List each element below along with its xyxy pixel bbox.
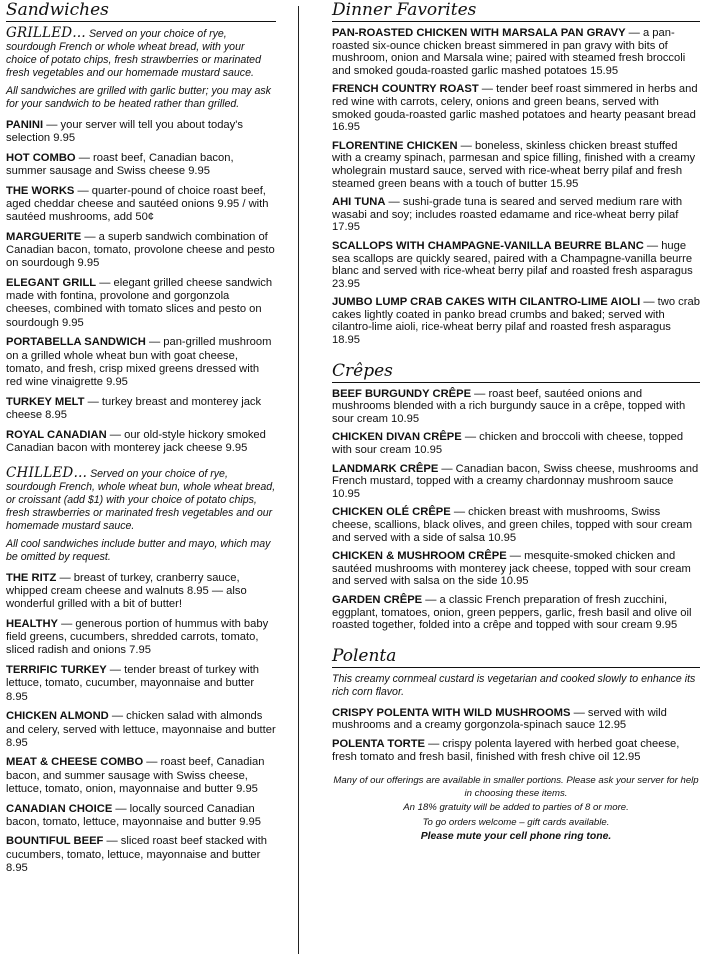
menu-item: THE WORKS — quarter-pound of choice roast beef, aged cheddar cheese and sautéed onions 9.95 / with sautéed mushrooms, add 50¢ [6,184,269,224]
menu-item: ROYAL CANADIAN — our old-style hickory smoked Canadian bacon with monterey jack cheese 9.95 [6,428,266,454]
menu-item: HEALTHY — generous portion of hummus with baby field greens, cucumbers, shredded carrots, tomato, sliced radish and onions 7.95 [6,618,269,657]
menu-item: ELEGANT GRILL — elegant grilled cheese sandwich made with fontina, provolone and gorgonzola cheeses, combined with tomato slices and pesto on sourdough 9.95 [6,277,273,329]
polenta-intro: This creamy cornmeal custard is vegetarian and cooked slowly to enhance its rich corn flavor. [332,672,696,698]
menu-footer [332,775,700,844]
menu-item: CRISPY POLENTA WITH WILD MUSHROOMS — served with wild mushrooms and a creamy gorgonzola-spinach sauce 12.95 [332,706,667,732]
menu-item: TERRIFIC TURKEY — tender breast of turkey with lettuce, tomato, cucumber, mayonnaise and butter 8.95 [6,664,260,703]
menu-item: CANADIAN CHOICE — locally sourced Canadian bacon, tomato, lettuce, mayonnaise and butter 9.95 [6,802,261,828]
grilled-note: All sandwiches are grilled with garlic butter; you may ask for your sandwich to be heated rather than grilled. [6,85,271,110]
menu-item: BOUNTIFUL BEEF — sliced roast beef stacked with cucumbers, tomato, lettuce, mayonnaise and butter 8.95 [6,835,267,874]
menu-item: MEAT & CHEESE COMBO — roast beef, Canadian bacon, and summer sausage with Swiss cheese, lettuce, tomato, onion, mayonnaise and butter 9.95 [6,756,265,795]
menu-item: PANINI — your server will tell you about today's selection 9.95 [6,119,243,145]
grilled-lead: GRILLED… [6,25,86,41]
footer-gratuity-note: An 18% gratuity will be added to parties of 8 or more. [403,802,629,814]
grilled-list [6,119,276,455]
polenta-heading: Polenta [332,646,700,668]
chilled-lead: CHILLED… [6,464,88,481]
right-column [332,0,700,846]
menu-item: SCALLOPS WITH CHAMPAGNE-VANILLA BEURRE BLANC — huge sea scallops are quickly seared, paired with a Champagne-vanilla beurre blanc and served with rice-wheat berry pilaf and roasted fresh asparagus 23.95 [332,239,693,290]
polenta-list [332,707,700,763]
menu-item: CHICKEN ALMOND — chicken salad with almonds and celery, served with lettuce, mayonnaise and butter 8.95 [6,710,276,749]
chilled-intro: CHILLED… Served on your choice of rye, sourdough French, whole wheat bun, whole wheat bread, or croissant (add $1) with your choice of potato chips, fresh strawberries or marinated fresh vegetables and our homemade mustard sauce. [6,464,276,532]
footer-phone-note: Please mute your cell phone ring tone. [420,831,612,843]
menu-item: GARDEN CRÊPE — a classic French preparation of fresh zucchini, eggplant, tomatoes, onion, green peppers, garlic, fresh basil and olive oil roasted together, folded into a crêpe and topped with sour cream 9.95 [332,593,692,632]
menu-item: POLENTA TORTE — crispy polenta layered with herbed goat cheese, fresh tomato and fresh basil, finished with fresh chive oil 12.95 [332,737,680,763]
column-divider [298,6,299,954]
menu-item: BEEF BURGUNDY CRÊPE — roast beef, sautéed onions and mushrooms blended with a rich burgundy sauce in a crêpe, topped with sour cream 10.95 [332,387,686,425]
sandwiches-heading: Sandwiches [6,0,276,22]
menu-item: TURKEY MELT — turkey breast and monterey jack cheese 8.95 [6,395,262,421]
menu-item: AHI TUNA — sushi-grade tuna is seared and served medium rare with wasabi and soy; includes roasted edamame and rice-wheat berry pilaf 17.95 [332,196,683,234]
footer-portions-note: Many of our offerings are available in smaller portions. Please ask your server for help in choosing these items. [333,775,699,799]
left-column [6,0,276,882]
menu-item: CHICKEN DIVAN CRÊPE — chicken and broccoli with cheese, topped with sour cream 10.95 [332,431,684,457]
crepes-heading: Crêpes [332,361,700,383]
dinner-list [332,27,700,347]
chilled-list [6,572,276,875]
chilled-note: All cool sandwiches include butter and mayo, which may be omitted by request. [6,537,271,563]
menu-item: THE RITZ — breast of turkey, cranberry sauce, whipped cream cheese and walnuts 8.95 — also wonderful grilled with a bit of butter! [6,571,247,611]
crepes-list [332,388,700,632]
menu-item: CHICKEN OLÉ CRÊPE — chicken breast with mushrooms, Swiss cheese, scallions, black olives, and green chiles, topped with sour cream and served with a side of salsa 10.95 [332,506,693,544]
menu-item: LANDMARK CRÊPE — Canadian bacon, Swiss cheese, mushrooms and French mustard, topped with a creamy chardonnay mushroom sauce 10.95 [332,462,699,500]
footer-togo-note: To go orders welcome – gift cards available. [422,816,610,828]
menu-item: PORTABELLA SANDWICH — pan-grilled mushroom on a grilled whole wheat bun with goat cheese, tomato, and fresh, crisp mixed greens dressed with red wine vinaigrette 9.95 [6,336,272,388]
menu-item: MARGUERITE — a superb sandwich combination of Canadian bacon, tomato, provolone cheese and pesto on sourdough 9.95 [6,230,275,270]
menu-item: PAN-ROASTED CHICKEN WITH MARSALA PAN GRAVY — a pan-roasted six-ounce chicken breast simmered in pan gravy with bits of mushroom, onion and Marsala wine; paired with steamed fresh broccoli and smoked gouda-roasted garlic mashed potatoes 15.95 [332,27,686,77]
menu-item: FLORENTINE CHICKEN — boneless, skinless chicken breast stuffed with a creamy spinach, parmesan and spice filling, finished with a creamy wholegrain mustard sauce, served with rice-wheat berry pilaf and fresh steamed green beans with a touch of butter 15.95 [332,139,696,190]
menu-item: JUMBO LUMP CRAB CAKES WITH CILANTRO-LIME AIOLI — two crab cakes lightly coated in panko bread crumbs and baked; served with cilantro-lime aioli, rice-wheat berry pilaf and roasted fresh asparagus 18.95 [332,296,700,347]
menu-item: HOT COMBO — roast beef, Canadian bacon, summer sausage and Swiss cheese 9.95 [6,151,234,178]
menu-item: FRENCH COUNTRY ROAST — tender beef roast simmered in herbs and red wine with carrots, celery, onions and green beans, served with smoked gouda-roasted garlic mashed potatoes and hearty peasant bread 16.95 [332,83,698,134]
grilled-intro: GRILLED… Served on your choice of rye, sourdough French or whole wheat bread, with your choice of potato chips, fresh strawberries or marinated fresh vegetables and our homemade mustard sauce. [6,25,261,79]
menu-item: CHICKEN & MUSHROOM CRÊPE — mesquite-smoked chicken and sautéed mushrooms with monterey jack cheese, topped with sour cream and served with salsa on the side 10.95 [332,550,691,588]
dinner-heading: Dinner Favorites [332,0,700,22]
